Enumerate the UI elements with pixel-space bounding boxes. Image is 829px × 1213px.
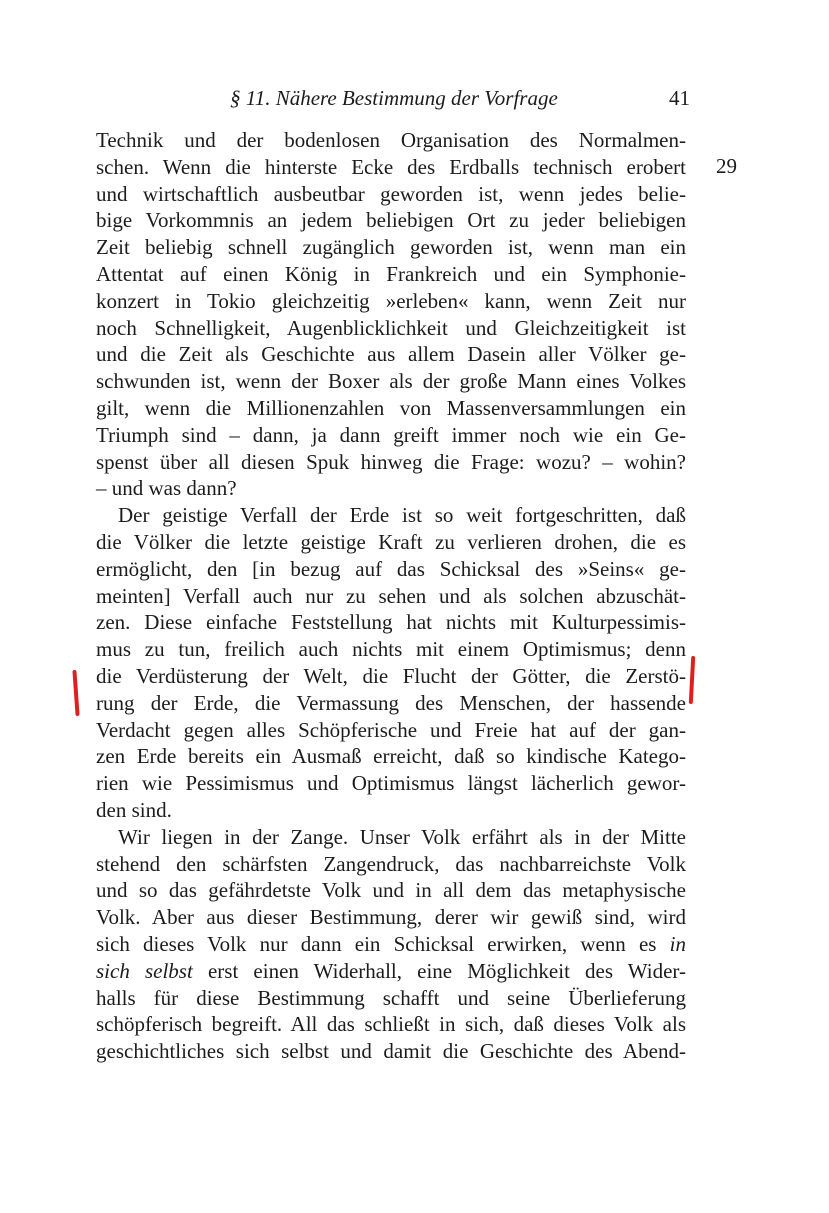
text-line: geschichtliches sich selbst und damit die Geschichte des Abend-: [96, 1039, 686, 1064]
text-line: Attentat auf einen König in Frankreich und ein Symphonie-: [96, 261, 686, 286]
text-line: gilt, wenn die Millionenzahlen von Massenversammlungen ein: [96, 395, 686, 420]
text-line: Volk. Aber aus dieser Bestimmung, derer wir gewiß sind, wird: [96, 905, 686, 930]
text-line-highlighted: rung der Erde, die Vermassung des Menschen, der hassende: [96, 690, 686, 715]
text-line: bige Vorkommnis an jedem beliebigen Ort zu jeder beliebigen: [96, 208, 686, 233]
running-title: § 11. Nähere Bestimmung der Vorfrage: [230, 86, 558, 110]
text-line: zen. Diese einfache Feststellung hat nichts mit Kulturpessimis-: [96, 610, 686, 635]
text-line-highlighted: die Verdüsterung der Welt, die Flucht der Götter, die Zerstö-: [96, 663, 686, 688]
margin-reference-number: 29: [716, 154, 737, 178]
italic-segment: sich selbst: [96, 958, 193, 983]
text-line: Triumph sind – dann, ja dann greift immer noch wie ein Ge-: [96, 422, 686, 447]
text-line: und so das gefährdetste Volk und in all dem das metaphysische: [96, 878, 686, 903]
text-line: rien wie Pessimismus und Optimismus längst lächerlich gewor-: [96, 771, 686, 796]
text-line: noch Schnelligkeit, Augenblicklichkeit und Gleichzeitigkeit ist: [96, 315, 686, 340]
text-line: schwunden ist, wenn der Boxer als der große Mann eines Volkes: [96, 369, 686, 394]
running-head: [100, 86, 690, 114]
text-line: mus zu tun, freilich auch nichts mit einem Optimismus; denn: [96, 637, 686, 662]
text-line: Zeit beliebig schnell zugänglich geworden ist, wenn man ein: [96, 235, 686, 260]
italic-segment: in: [669, 931, 686, 956]
text-segment: sich dieses Volk nur dann ein Schicksal erwirken, wenn es: [96, 931, 657, 956]
text-line: konzert in Tokio gleichzeitig »erleben« kann, wenn Zeit nur: [96, 288, 686, 313]
paragraph-first-line: Der geistige Verfall der Erde ist so weit fortgeschritten, daß: [118, 503, 686, 528]
text-line: Technik und der bodenlosen Organisation des Normalmen-: [96, 128, 686, 152]
text-line: zen Erde bereits ein Ausmaß erreicht, daß so kindische Katego-: [96, 744, 686, 769]
text-line: stehend den schärfsten Zangendruck, das nachbarreichste Volk: [96, 851, 686, 876]
text-line: meinten] Verfall auch nur zu sehen und als solchen abzuschät-: [96, 583, 686, 608]
paragraph-first-line: Wir liegen in der Zange. Unser Volk erfährt als in der Mitte: [118, 824, 686, 849]
text-line: den sind.: [96, 797, 172, 822]
text-line: die Völker die letzte geistige Kraft zu verlieren drohen, die es: [96, 529, 686, 554]
text-line: halls für diese Bestimmung schafft und seine Überlieferung: [96, 985, 686, 1010]
text-line: – und was dann?: [96, 476, 237, 501]
text-line: schöpferisch begreift. All das schließt in sich, daß dieses Volk als: [96, 1012, 686, 1037]
body-text: [96, 127, 686, 1065]
text-line: Verdacht gegen alles Schöpferische und Freie hat auf der gan-: [96, 717, 686, 742]
text-line: [96, 931, 686, 958]
page-number: 41: [669, 86, 690, 110]
text-line: spenst über all diesen Spuk hinweg die Frage: wozu? – wohin?: [96, 449, 686, 474]
text-line: und wirtschaftlich ausbeutbar geworden ist, wenn jedes belie-: [96, 181, 686, 206]
text-line: [96, 958, 686, 985]
text-line: schen. Wenn die hinterste Ecke des Erdballs technisch erobert: [96, 154, 686, 179]
highlight-mark-right: [689, 656, 696, 704]
text-line: ermöglicht, den [in bezug auf das Schicksal des »Seins« ge-: [96, 556, 686, 581]
text-line: und die Zeit als Geschichte aus allem Dasein aller Völker ge-: [96, 342, 686, 367]
text-segment: erst einen Widerhall, eine Möglichkeit des Wider-: [207, 958, 686, 983]
highlight-mark-left: [72, 670, 79, 716]
